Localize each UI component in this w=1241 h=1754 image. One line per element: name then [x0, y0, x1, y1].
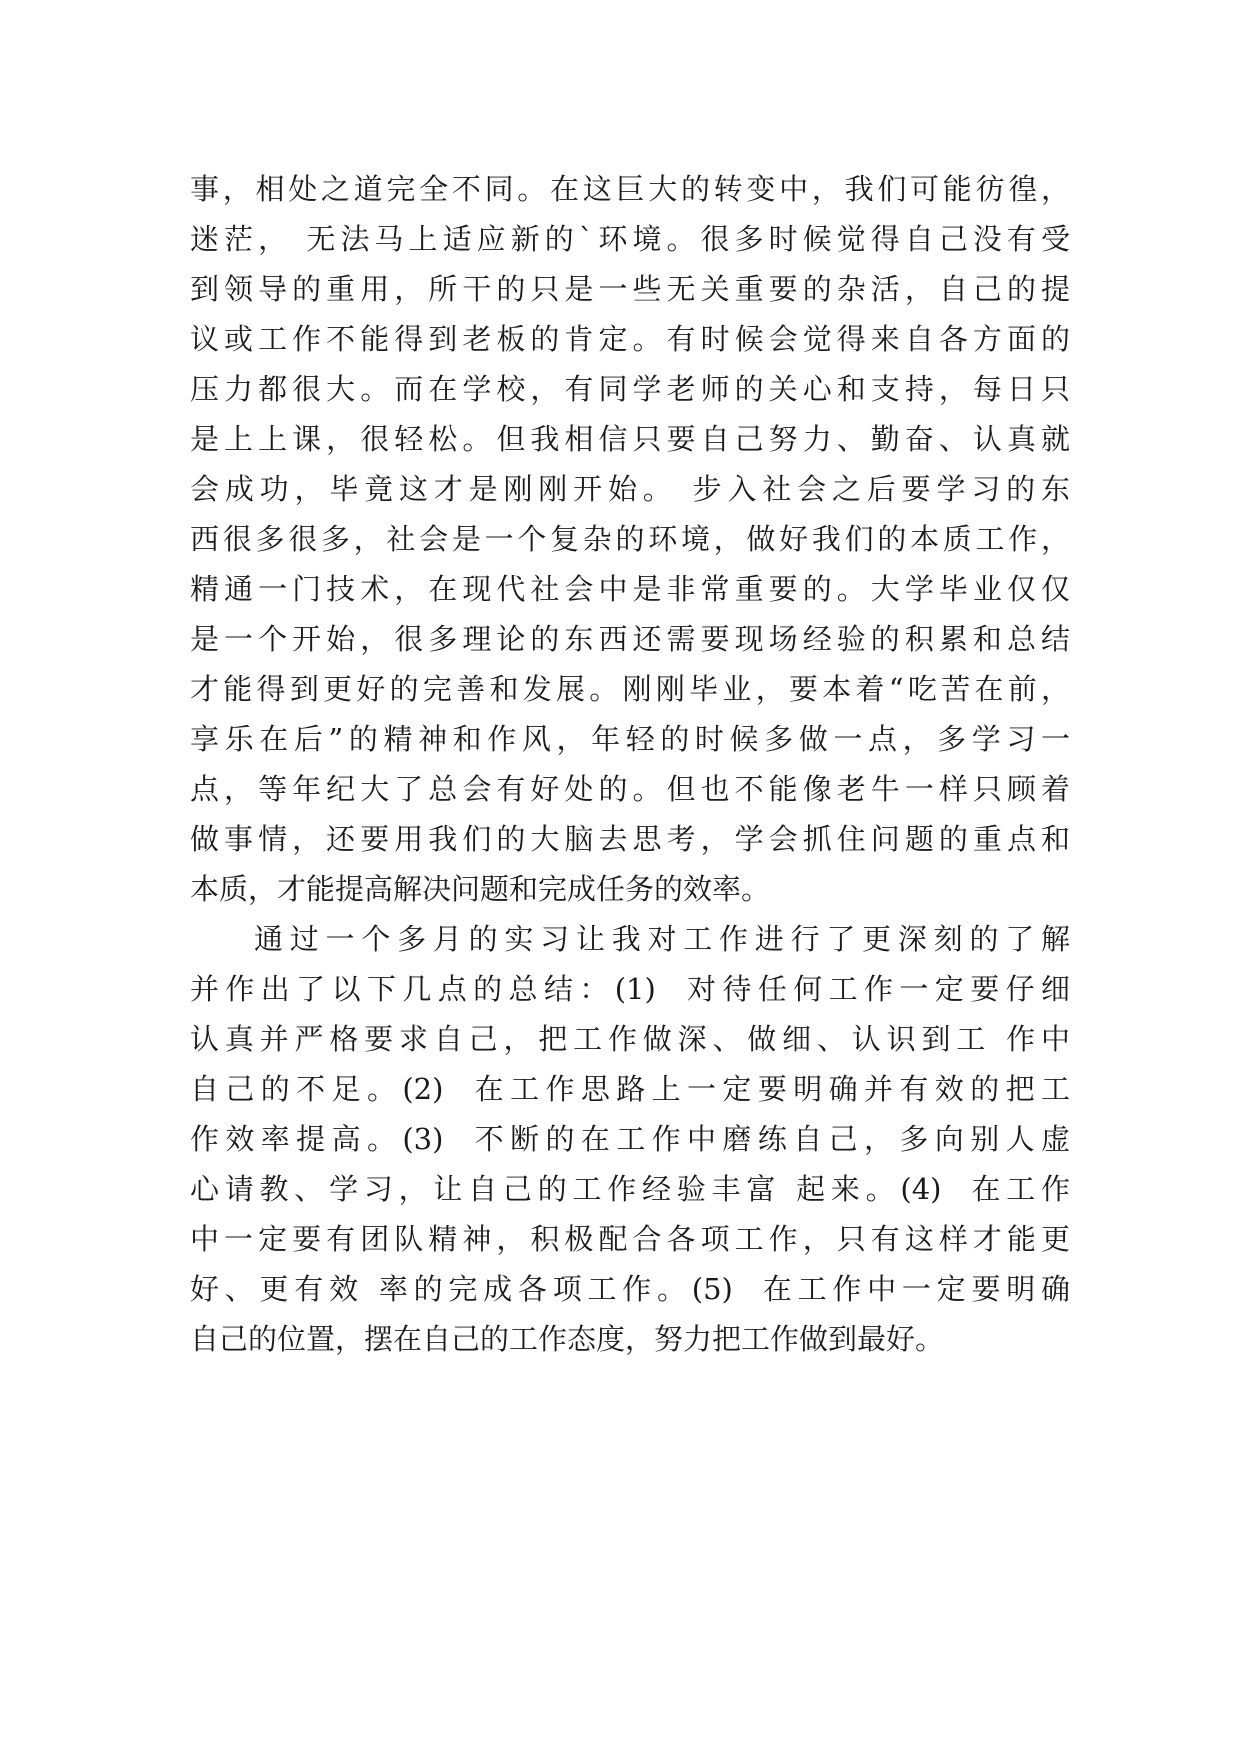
text-line: 好、更有效 率的完成各项工作。(5) 在工作中一定要明确: [190, 1272, 1070, 1306]
text-line: 到领导的重用，所干的只是一些无关重要的杂活，自己的提: [190, 272, 1070, 306]
text-line: 才能得到更好的完善和发展。刚刚毕业，要本着“吃苦在前，: [190, 672, 1070, 706]
text-line: 通过一个多月的实习让我对工作进行了更深刻的了解: [254, 922, 1070, 956]
text-line: 是一个开始，很多理论的东西还需要现场经验的积累和总结: [190, 622, 1070, 656]
text-line: 并作出了以下几点的总结：(1) 对待任何工作一定要仔细: [190, 972, 1070, 1006]
text-line: 议或工作不能得到老板的肯定。有时候会觉得来自各方面的: [190, 322, 1070, 356]
text-line: 自己的不足。(2) 在工作思路上一定要明确并有效的把工: [190, 1072, 1070, 1106]
text-line: 精通一门技术，在现代社会中是非常重要的。大学毕业仅仅: [190, 572, 1070, 606]
text-line: 事，相处之道完全不同。在这巨大的转变中，我们可能彷徨，: [190, 172, 1070, 206]
text-line: 中一定要有团队精神，积极配合各项工作，只有这样才能更: [190, 1222, 1070, 1256]
text-line: 享乐在后”的精神和作风，年轻的时候多做一点，多学习一: [190, 722, 1070, 756]
text-line: 认真并严格要求自己，把工作做深、做细、认识到工 作中: [190, 1022, 1070, 1056]
text-line: 迷茫， 无法马上适应新的`环境。很多时候觉得自己没有受: [190, 222, 1070, 256]
text-line: 本质，才能提高解决问题和完成任务的效率。: [190, 872, 771, 906]
text-line: 自己的位置，摆在自己的工作态度，努力把工作做到最好。: [190, 1322, 945, 1356]
paragraph: [190, 914, 1070, 1364]
paragraph: [190, 164, 1070, 914]
text-line: 作效率提高。(3) 不断的在工作中磨练自己，多向别人虚: [190, 1122, 1070, 1156]
text-line: 压力都很大。而在学校，有同学老师的关心和支持，每日只: [190, 372, 1070, 406]
text-line: 点，等年纪大了总会有好处的。但也不能像老牛一样只顾着: [190, 772, 1070, 806]
body-text: [190, 164, 1070, 1364]
text-line: 会成功，毕竟这才是刚刚开始。 步入社会之后要学习的东: [190, 472, 1070, 506]
text-line: 心请教、学习，让自己的工作经验丰富 起来。(4) 在工作: [190, 1172, 1070, 1206]
text-line: 是上上课，很轻松。但我相信只要自己努力、勤奋、认真就: [190, 422, 1070, 456]
text-line: 做事情，还要用我们的大脑去思考，学会抓住问题的重点和: [190, 822, 1070, 856]
text-line: 西很多很多，社会是一个复杂的环境，做好我们的本质工作，: [190, 522, 1070, 556]
